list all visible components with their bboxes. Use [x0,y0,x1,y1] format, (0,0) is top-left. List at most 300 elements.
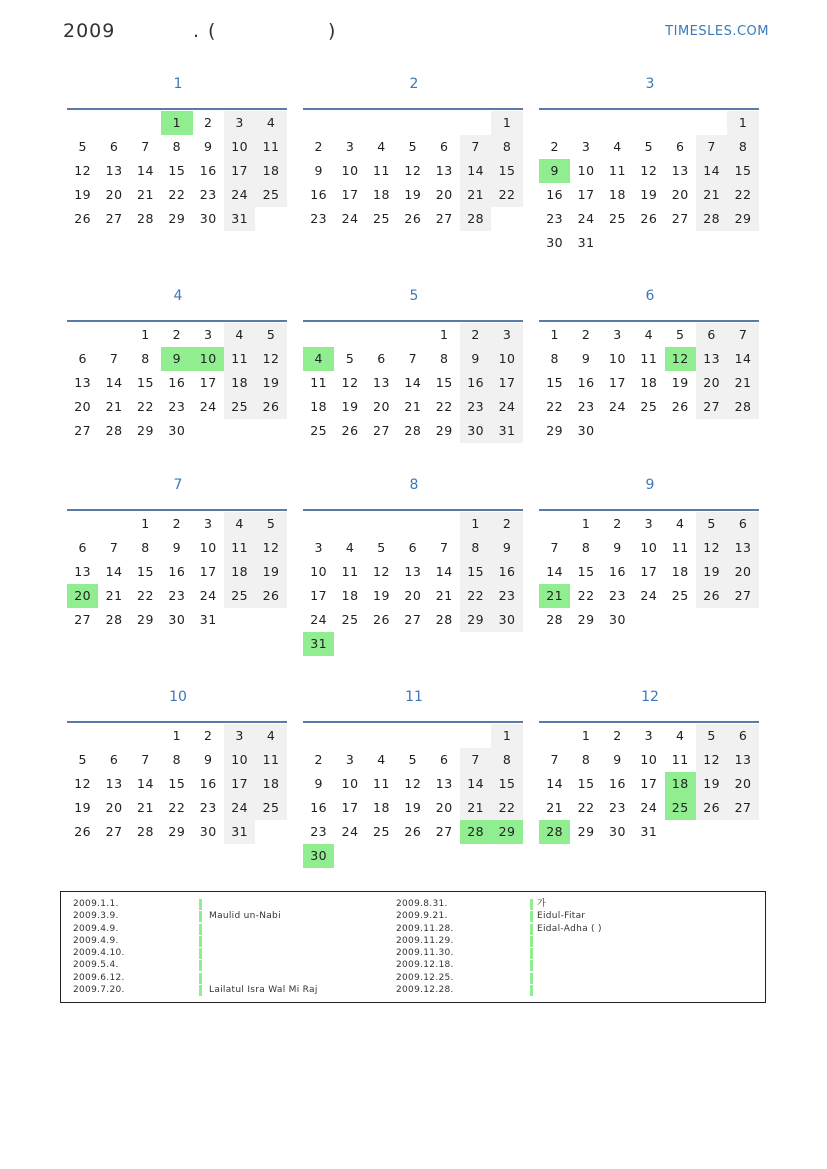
day-cell: 10 [224,135,255,159]
day-cell: 24 [224,796,255,820]
day-cell: 23 [310,211,328,226]
day-cell: 20 [373,399,390,414]
day-cell: 13 [727,536,758,560]
empty-cell [303,323,334,347]
day-cell: 4 [676,516,685,531]
holiday-row [73,947,393,959]
month-rule [539,320,759,322]
empty-cell [334,323,365,347]
day-cell: 3 [204,516,213,531]
holiday-name: Maulid un-Nabi [209,911,281,922]
day-cell: 28 [460,207,491,231]
day-cell: 9 [613,752,622,767]
day-cell: 13 [105,776,123,791]
day-cell: 31 [640,824,658,839]
empty-cell [334,111,365,135]
day-cell: 1 [491,111,522,135]
day-cell: 16 [310,800,328,815]
empty-cell [130,111,161,135]
empty-cell [366,323,397,347]
day-cell: 20 [727,560,758,584]
day-cell: 17 [310,588,328,603]
empty-cell [429,111,460,135]
empty-cell [602,111,633,135]
day-cell: 6 [727,724,758,748]
empty-cell [334,724,365,748]
day-cell: 28 [137,211,154,226]
day-cell: 8 [581,540,591,555]
day-cell: 18 [341,588,359,603]
month-grid [67,111,289,231]
day-cell: 16 [491,560,522,584]
month-4 [67,286,289,443]
day-cell: 15 [460,560,491,584]
day-cell: 15 [546,375,564,390]
day-cell: 25 [224,395,255,419]
holiday-marker [199,985,202,996]
day-cell: 25 [609,211,626,226]
day-cell: 7 [460,135,491,159]
day-cell: 3 [613,327,622,342]
day-cell: 2 [314,139,323,154]
day-cell: 31 [303,632,334,656]
day-cell: 12 [404,776,422,791]
day-cell: 24 [609,399,626,414]
day-cell: 2 [460,323,491,347]
day-cell: 8 [460,536,491,560]
day-cell: 11 [224,536,255,560]
day-cell: 5 [408,139,418,154]
day-cell: 11 [224,347,255,371]
day-cell: 9 [314,163,323,178]
holiday-name: Eidal-Adha ( ) [537,923,602,934]
empty-cell [366,512,397,536]
day-cell: 5 [676,327,685,342]
month-grid [303,724,525,868]
day-cell: 26 [373,612,390,627]
day-cell: 27 [105,824,123,839]
day-cell: 14 [105,375,123,390]
empty-cell [303,512,334,536]
holiday-date: 2009.3.9. [73,911,119,922]
month-rule [67,320,287,322]
day-cell: 11 [671,540,689,555]
holiday-marker [530,973,533,984]
day-cell: 20 [435,187,453,202]
day-cell: 19 [341,399,359,414]
day-cell: 29 [491,820,522,844]
month-1 [67,74,289,231]
day-cell: 28 [696,207,727,231]
holiday-row [73,910,393,922]
day-cell: 14 [546,564,564,579]
day-cell: 18 [640,375,658,390]
day-cell: 27 [696,395,727,419]
day-cell: 24 [224,183,255,207]
day-cell: 7 [141,752,150,767]
month-grid [67,724,289,844]
month-name: 7 [173,477,183,493]
day-cell: 9 [204,139,213,154]
day-cell: 27 [671,211,689,226]
day-cell: 26 [696,796,727,820]
month-grid [67,512,289,632]
day-cell: 19 [640,187,658,202]
day-cell: 15 [491,772,522,796]
site-link[interactable]: TIMESLES.COM [665,24,769,39]
day-cell: 22 [137,399,154,414]
day-cell: 13 [105,163,123,178]
day-cell: 26 [404,211,422,226]
month-5 [303,286,525,443]
day-cell: 25 [373,824,390,839]
day-cell: 2 [204,728,213,743]
day-cell: 17 [491,371,522,395]
holiday-date: 2009.9.21. [396,911,448,922]
holiday-date: 2009.11.28. [396,923,454,934]
day-cell: 19 [404,800,422,815]
day-cell: 19 [255,371,286,395]
day-cell: 13 [435,776,453,791]
day-cell: 17 [199,564,217,579]
holiday-marker [199,973,202,984]
empty-cell [67,512,98,536]
holiday-marker [530,924,533,935]
day-cell: 12 [404,163,422,178]
day-cell: 15 [577,776,595,791]
empty-cell [98,111,129,135]
day-cell: 6 [676,139,685,154]
day-cell: 19 [255,560,286,584]
day-cell: 9 [172,540,182,555]
day-cell: 27 [105,211,123,226]
empty-cell [460,724,491,748]
empty-cell [665,111,696,135]
day-cell: 7 [460,748,491,772]
empty-cell [303,724,334,748]
day-cell: 14 [460,159,491,183]
day-cell: 23 [609,800,626,815]
month-grid [539,512,761,632]
day-cell: 27 [727,796,758,820]
day-cell: 5 [644,139,654,154]
holiday-row [396,947,756,959]
day-cell: 23 [491,584,522,608]
day-cell: 4 [303,347,334,371]
holiday-row [396,923,756,935]
empty-cell [67,323,98,347]
day-cell: 17 [577,187,595,202]
day-cell: 15 [491,159,522,183]
day-cell: 29 [168,824,186,839]
day-cell: 7 [550,540,559,555]
day-cell: 8 [491,748,522,772]
day-cell: 5 [345,351,355,366]
day-cell: 12 [640,163,658,178]
month-rule [303,509,523,511]
day-cell: 16 [577,375,595,390]
empty-cell [539,512,570,536]
day-cell: 1 [161,111,192,135]
empty-cell [460,111,491,135]
day-cell: 21 [404,399,422,414]
day-cell: 12 [255,347,286,371]
day-cell: 25 [671,588,689,603]
day-cell: 30 [199,824,217,839]
day-cell: 7 [109,351,119,366]
day-cell: 25 [341,612,359,627]
day-cell: 13 [696,347,727,371]
holiday-row [396,972,756,984]
day-cell: 24 [341,211,359,226]
day-cell: 13 [404,564,422,579]
day-cell: 3 [644,516,654,531]
holiday-marker [530,911,533,922]
day-cell: 11 [640,351,658,366]
day-cell: 31 [224,820,255,844]
day-cell: 10 [491,347,522,371]
month-7 [67,475,289,632]
day-cell: 19 [696,560,727,584]
day-cell: 9 [314,776,323,791]
day-cell: 19 [404,187,422,202]
empty-cell [366,724,397,748]
holiday-row [396,910,756,922]
month-name: 8 [409,477,419,493]
day-cell: 1 [141,327,150,342]
day-cell: 30 [303,844,334,868]
month-rule [67,108,287,110]
day-cell: 4 [345,540,355,555]
day-cell: 20 [696,371,727,395]
day-cell: 18 [373,187,390,202]
day-cell: 3 [224,724,255,748]
day-cell: 13 [671,163,689,178]
empty-cell [429,512,460,536]
day-cell: 4 [377,139,386,154]
day-cell: 22 [577,800,595,815]
day-cell: 11 [373,163,390,178]
day-cell: 1 [491,724,522,748]
day-cell: 23 [199,800,217,815]
holiday-row [73,972,393,984]
empty-cell [397,724,428,748]
day-cell: 11 [373,776,390,791]
day-cell: 27 [727,584,758,608]
day-cell: 30 [460,419,491,443]
holiday-row [396,898,756,910]
day-cell: 16 [609,564,626,579]
day-cell: 10 [640,540,658,555]
day-cell: 29 [546,423,564,438]
day-cell: 30 [577,423,595,438]
day-cell: 10 [640,752,658,767]
day-cell: 28 [137,824,154,839]
month-rule [303,108,523,110]
day-cell: 10 [609,351,626,366]
day-cell: 25 [224,584,255,608]
empty-cell [539,111,570,135]
day-cell: 21 [460,796,491,820]
day-cell: 18 [671,564,689,579]
month-name: 1 [173,76,183,92]
day-cell: 28 [727,395,758,419]
day-cell: 6 [109,139,119,154]
day-cell: 28 [435,612,453,627]
day-cell: 22 [546,399,564,414]
day-cell: 26 [255,395,286,419]
day-cell: 20 [105,187,123,202]
holiday-name: Lailatul Isra Wal Mi Raj [209,985,318,996]
empty-cell [303,111,334,135]
day-cell: 2 [314,752,323,767]
day-cell: 3 [204,327,213,342]
day-cell: 6 [696,323,727,347]
day-cell: 24 [341,824,359,839]
day-cell: 9 [161,347,192,371]
day-cell: 11 [671,752,689,767]
day-cell: 18 [255,159,286,183]
day-cell: 7 [141,139,150,154]
holiday-marker [199,911,202,922]
day-cell: 17 [224,159,255,183]
empty-cell [98,323,129,347]
day-cell: 17 [341,800,359,815]
day-cell: 22 [137,588,154,603]
day-cell: 6 [440,139,449,154]
day-cell: 21 [105,588,123,603]
holiday-marker [199,899,202,910]
day-cell: 10 [193,347,224,371]
day-cell: 23 [168,399,186,414]
day-cell: 5 [255,323,286,347]
day-cell: 26 [74,824,92,839]
day-cell: 5 [78,752,87,767]
day-cell: 18 [665,772,696,796]
day-cell: 22 [491,796,522,820]
day-cell: 28 [105,612,123,627]
page-header [63,20,773,50]
day-cell: 26 [640,211,658,226]
day-cell: 18 [255,772,286,796]
day-cell: 17 [640,776,658,791]
day-cell: 4 [224,323,255,347]
day-cell: 4 [676,728,685,743]
day-cell: 31 [224,207,255,231]
day-cell: 25 [640,399,658,414]
day-cell: 23 [168,588,186,603]
day-cell: 30 [168,423,186,438]
empty-cell [98,512,129,536]
day-cell: 13 [435,163,453,178]
day-cell: 14 [404,375,422,390]
day-cell: 1 [550,327,559,342]
month-grid [303,111,525,231]
month-name: 9 [645,477,655,493]
holiday-list-right [396,898,756,996]
day-cell: 3 [345,752,355,767]
month-grid [539,724,761,844]
day-cell: 21 [137,800,154,815]
day-cell: 15 [577,564,595,579]
day-cell: 25 [310,423,328,438]
holiday-marker [199,924,202,935]
day-cell: 29 [168,211,186,226]
month-rule [539,108,759,110]
empty-cell [633,111,664,135]
day-cell: 24 [310,612,328,627]
day-cell: 5 [696,724,727,748]
holiday-date: 2009.11.29. [396,935,454,946]
month-name: 3 [645,76,655,92]
day-cell: 14 [727,347,758,371]
day-cell: 30 [168,612,186,627]
day-cell: 30 [609,824,626,839]
day-cell: 3 [314,540,323,555]
day-cell: 8 [172,752,182,767]
day-cell: 12 [373,564,390,579]
month-rule [539,721,759,723]
day-cell: 8 [141,540,150,555]
day-cell: 11 [255,748,286,772]
month-10 [67,687,289,844]
day-cell: 25 [255,796,286,820]
day-cell: 26 [341,423,359,438]
day-cell: 23 [577,399,595,414]
month-6 [539,286,761,443]
month-grid [303,512,525,656]
day-cell: 7 [408,351,418,366]
title-dot: . [193,20,200,42]
empty-cell [539,724,570,748]
day-cell: 31 [199,612,217,627]
day-cell: 20 [74,399,92,414]
day-cell: 21 [435,588,453,603]
day-cell: 2 [491,512,522,536]
day-cell: 22 [168,187,186,202]
day-cell: 20 [105,800,123,815]
day-cell: 18 [373,800,390,815]
month-3 [539,74,761,255]
day-cell: 8 [440,351,449,366]
day-cell: 29 [577,612,595,627]
day-cell: 14 [137,163,154,178]
empty-cell [334,512,365,536]
day-cell: 9 [460,347,491,371]
day-cell: 30 [199,211,217,226]
holiday-marker [530,899,533,910]
empty-cell [397,111,428,135]
day-cell: 9 [613,540,622,555]
month-name: 2 [409,76,419,92]
day-cell: 10 [341,776,359,791]
day-cell: 20 [727,772,758,796]
day-cell: 5 [408,752,418,767]
day-cell: 30 [546,235,564,250]
holiday-date: 2009.1.1. [73,899,119,909]
holiday-row [396,935,756,947]
day-cell: 25 [373,211,390,226]
day-cell: 29 [727,207,758,231]
holiday-name: 가 [537,899,546,909]
day-cell: 24 [491,395,522,419]
holiday-row [73,898,393,910]
day-cell: 4 [644,327,654,342]
day-cell: 26 [255,584,286,608]
empty-cell [67,111,98,135]
day-cell: 6 [727,512,758,536]
month-9 [539,475,761,632]
